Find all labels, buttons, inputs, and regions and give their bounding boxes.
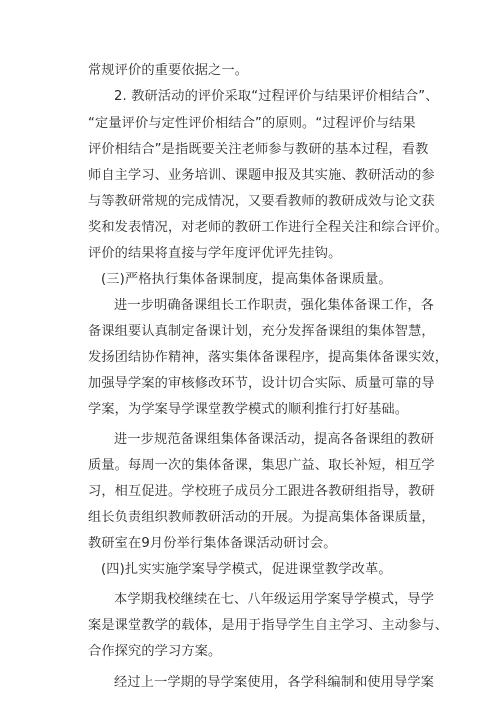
- text-line: 奖和发表情况，对老师的教研工作进行全程关注和综合评价。: [88, 220, 449, 235]
- text-line: 进一步规范备课组集体备课活动，提高各备课组的教研: [114, 432, 435, 447]
- text-line: 本学期我校继续在七、八年级运用学案导学模式，导学: [114, 592, 435, 607]
- text-line: “定量评价与定性评价相结合”的原则。“过程评价与结果: [88, 116, 416, 131]
- text-line: 教研室在9月份举行集体备课活动研讨会。: [88, 536, 337, 551]
- text-line: 与等教研常规的完成情况，又要看教师的教研成效与论文获: [88, 194, 435, 209]
- text-line: 发扬团结协作精神，落实集体备课程序，提高集体备课实效，: [88, 350, 449, 365]
- text-line: 评价相结合”是指既要关注老师参与教研的基本过程，看教: [88, 142, 429, 157]
- section-heading: (三)严格执行集体备课制度，提高集体备课质量。: [101, 272, 392, 287]
- text-line: 评价的结果将直接与学年度评优评先挂钩。: [88, 246, 342, 261]
- text-line: 学案，为学案导学课堂教学模式的顺利推行打好基础。: [88, 402, 409, 417]
- text-line: 案是课堂教学的载体，是用于指导学生自主学习、主动参与、: [88, 618, 449, 633]
- text-line: 组长负责组织教师教研活动的开展。为提高集体备课质量，: [88, 510, 435, 525]
- text-line: 2. 教研活动的评价采取“过程评价与结果评价相结合”、: [114, 89, 439, 104]
- text-line: 常规评价的重要依据之一。: [88, 63, 249, 78]
- section-heading: (四)扎实实施学案导学模式，促进课堂教学改革。: [101, 562, 392, 577]
- text-line: 质量。每周一次的集体备课，集思广益、取长补短，相互学: [88, 458, 435, 473]
- text-line: 加强导学案的审核修改环节，设计切合实际、质量可靠的导: [88, 376, 435, 391]
- text-line: 合作探究的学习方案。: [88, 644, 222, 659]
- text-line: 师自主学习、业务培训、课题申报及其实施、教研活动的参: [88, 168, 435, 183]
- text-line: 习，相互促进。学校班子成员分工跟进各教研组指导，教研: [88, 484, 435, 499]
- text-line: 备课组要认真制定备课计划，充分发挥备课组的集体智慧，: [88, 324, 435, 339]
- text-line: 进一步明确备课组长工作职责，强化集体备课工作，各: [114, 298, 435, 313]
- text-line: 经过上一学期的导学案使用，各学科编制和使用导学案: [114, 675, 435, 690]
